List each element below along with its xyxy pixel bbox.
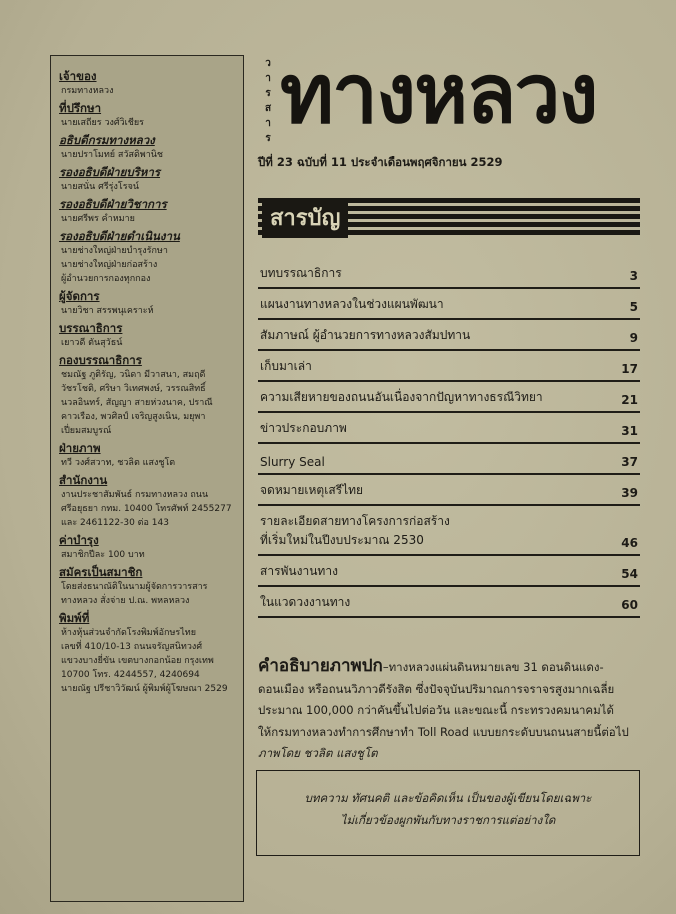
toc-page-number: 37 <box>621 455 638 469</box>
masthead-vertical-letter: ส <box>264 103 272 114</box>
magazine-title: ทางหลวง <box>280 50 597 140</box>
credit-heading: สำนักงาน <box>59 473 108 487</box>
credit-line: 10700 โทร. 4244557, 4240694 <box>61 670 200 680</box>
credit-block <box>59 132 235 162</box>
toc-row <box>258 556 640 587</box>
toc-row <box>258 351 640 382</box>
cover-text-2: ดอนเมือง หรือถนนวิภาวดีรังสิต ซึ่งปัจจุบันปริมาณการจราจรสูงมากเฉลี่ย <box>258 681 615 696</box>
disclaimer-line-1: บทความ ทัศนคติ และข้อคิดเห็น เป็นของผู้เขียนโดยเฉพาะ <box>304 791 592 805</box>
toc-title: สารพันงานทาง <box>260 564 338 578</box>
table-of-contents <box>258 258 640 618</box>
credit-line: ศรีอยุธยา กทม. 10400 โทรศัพท์ 2455277 <box>61 504 232 514</box>
credit-line: ทางหลวง สั่งจ่าย ป.ณ. พหลหลวง <box>61 596 190 606</box>
credit-line: นายเสถียร วงศ์วิเชียร <box>61 118 144 128</box>
masthead-vertical-letter: ว <box>265 58 271 69</box>
credit-block <box>59 100 235 130</box>
credit-heading: ค่าบำรุง <box>59 533 99 547</box>
credit-line: ชมณัฐ ภูติรัญ, วนิดา มีวาสนา, สมฤดี <box>61 370 206 380</box>
toc-page-number: 17 <box>621 362 638 376</box>
credit-heading: พิมพ์ที่ <box>59 611 90 625</box>
credit-line: ผู้อำนวยการกองทุกกอง <box>61 274 151 284</box>
credit-heading: ที่ปรึกษา <box>59 101 102 115</box>
cover-description <box>258 656 642 765</box>
credit-line: และ 2461122-30 ต่อ 143 <box>61 518 169 528</box>
credit-line: นายวิชา สรรพนุเคราะห์ <box>61 306 154 316</box>
toc-title: แผนงานทางหลวงในช่วงแผนพัฒนา <box>260 297 444 311</box>
cover-text-4: ให้กรมทางหลวงทำการศึกษาทำ Toll Road แบบยกระดับบนถนนสายนี้ต่อไป <box>258 724 629 739</box>
magazine-masthead <box>258 50 642 142</box>
toc-page-number: 31 <box>621 424 638 438</box>
toc-title: เก็บมาเล่า <box>260 359 312 373</box>
contents-heading: สารบัญ <box>262 200 348 238</box>
credit-line: เลขที่ 410/10-13 ถนนจรัญสนิทวงศ์ <box>61 642 203 652</box>
toc-row <box>258 320 640 351</box>
credit-heading: รองอธิบดีฝ่ายบริหาร <box>59 165 161 179</box>
toc-row <box>258 382 640 413</box>
toc-page-number: 39 <box>621 486 638 500</box>
toc-page-number: 54 <box>621 567 638 581</box>
toc-page-number: 21 <box>621 393 638 407</box>
photo-credit: ภาพโดย ชวลิต แสงชูโต <box>258 746 378 760</box>
credit-line: นายณัฐ ปรีชาวิวัฒน์ ผู้พิมพ์ผู้โฆษณา 2529 <box>61 684 228 694</box>
toc-row <box>258 475 640 506</box>
masthead-credits-panel <box>50 55 244 902</box>
toc-title: ในแวดวงงานทาง <box>260 595 351 609</box>
credit-block <box>59 564 235 608</box>
credit-block <box>59 164 235 194</box>
credit-line: เยาวดี ตันสุวัธน์ <box>61 338 123 348</box>
masthead-vertical-letter: า <box>265 118 271 129</box>
credit-heading: เจ้าของ <box>59 69 97 83</box>
credit-heading: ฝ่ายภาพ <box>59 441 101 455</box>
credit-line: นายช่างใหญ่ฝ่ายบำรุงรักษา <box>61 246 168 256</box>
toc-row <box>258 587 640 618</box>
credit-block <box>59 472 235 530</box>
credit-line: วัชรโชติ, ศริษา วิเทศพงษ์, วรรณสิทธิ์ <box>61 384 206 394</box>
toc-title: ที่เริ่มใหม่ในปีงบประมาณ 2530 <box>260 533 424 547</box>
toc-title: ข่าวประกอบภาพ <box>260 421 347 435</box>
credit-line: โดยส่งธนาณัติในนามผู้จัดการวารสาร <box>61 582 208 592</box>
toc-title: สัมภาษณ์ ผู้อำนวยการทางหลวงสัมปทาน <box>260 328 471 342</box>
credit-line: แขวงบางยี่ขัน เขตบางกอกน้อย กรุงเทพ <box>61 656 214 666</box>
credit-line: คาวเรือง, พวศิลป์ เจริญสูงเนิน, มยุพา <box>61 412 206 422</box>
credit-block <box>59 352 235 438</box>
toc-page-number: 5 <box>629 300 638 314</box>
credit-heading: อธิบดีกรมทางหลวง <box>59 133 155 147</box>
credit-block <box>59 440 235 470</box>
credit-block <box>59 288 235 318</box>
issue-line: ปีที่ 23 ฉบับที่ 11 ประจำเดือนพฤศจิกายน 2529 <box>258 155 503 169</box>
toc-row <box>258 444 640 475</box>
credit-block <box>59 532 235 562</box>
credit-block <box>59 610 235 696</box>
credit-line: สมาชิกปีละ 100 บาท <box>61 550 145 560</box>
masthead-vertical-label <box>258 56 278 144</box>
credit-line: ทวี วงศ์สวาท, ชวลิต แสงชูโต <box>61 458 176 468</box>
contents-header-bar <box>258 198 640 242</box>
credit-block <box>59 228 235 286</box>
cover-text-1: –ทางหลวงแผ่นดินหมายเลข 31 ดอนดินแดง- <box>382 660 604 674</box>
credit-line: นวลอินทร์, สัญญา สายห่วงนาค, ปราณี <box>61 398 213 408</box>
toc-row <box>258 413 640 444</box>
toc-page-number: 3 <box>629 269 638 283</box>
credit-block <box>59 320 235 350</box>
credit-heading: รองอธิบดีฝ่ายวิชาการ <box>59 197 167 211</box>
credit-heading: สมัครเป็นสมาชิก <box>59 565 143 579</box>
masthead-vertical-letter: า <box>265 73 271 84</box>
credit-heading: กองบรรณาธิการ <box>59 353 142 367</box>
toc-page-number: 46 <box>621 536 638 550</box>
toc-row <box>258 258 640 289</box>
credit-line: ห้างหุ้นส่วนจำกัดโรงพิมพ์อักษรไทย <box>61 628 196 638</box>
masthead-vertical-letter: ร <box>265 88 271 99</box>
toc-title: บทบรรณาธิการ <box>260 266 342 280</box>
cover-description-title: คำอธิบายภาพปก <box>258 656 383 676</box>
disclaimer-box <box>256 770 640 856</box>
credit-heading: บรรณาธิการ <box>59 321 123 335</box>
masthead-vertical-letter: ร <box>265 133 271 144</box>
toc-row <box>258 289 640 320</box>
credit-line: กรมทางหลวง <box>61 86 114 96</box>
credit-heading: ผู้จัดการ <box>59 289 100 303</box>
credit-line: นายช่างใหญ่ฝ่ายก่อสร้าง <box>61 260 158 270</box>
credit-block <box>59 68 235 98</box>
credit-line: นายสนั่น ศรีรุ่งโรจน์ <box>61 182 140 192</box>
credit-block <box>59 196 235 226</box>
cover-text-3: ประมาณ 100,000 กว่าคันขึ้นไปต่อวัน และขณะนี้ กระทรวงคมนาคมได้ <box>258 703 614 717</box>
credit-line: งานประชาสัมพันธ์ กรมทางหลวง ถนน <box>61 490 209 500</box>
credit-line: เปี่ยมสมบูรณ์ <box>61 426 112 436</box>
toc-page-number: 60 <box>621 598 638 612</box>
disclaimer-line-2: ไม่เกี่ยวข้องผูกพันกับทางราชการแต่อย่างใด <box>340 813 556 827</box>
toc-title: จดหมายเหตุเสรีไทย <box>260 483 364 497</box>
toc-row <box>258 506 640 556</box>
toc-title: ความเสียหายของถนนอันเนื่องจากปัญหาทางธรณีวิทยา <box>260 390 543 404</box>
credit-line: นายปราโมทย์ สวัสดิพานิช <box>61 150 164 160</box>
credit-line: นายศรีพร คำหมาย <box>61 214 135 224</box>
toc-title-line-1: รายละเอียดสายทางโครงการก่อสร้าง <box>260 514 450 528</box>
credit-heading: รองอธิบดีฝ่ายดำเนินงาน <box>59 229 180 243</box>
toc-title: Slurry Seal <box>260 455 325 469</box>
toc-page-number: 9 <box>629 331 638 345</box>
